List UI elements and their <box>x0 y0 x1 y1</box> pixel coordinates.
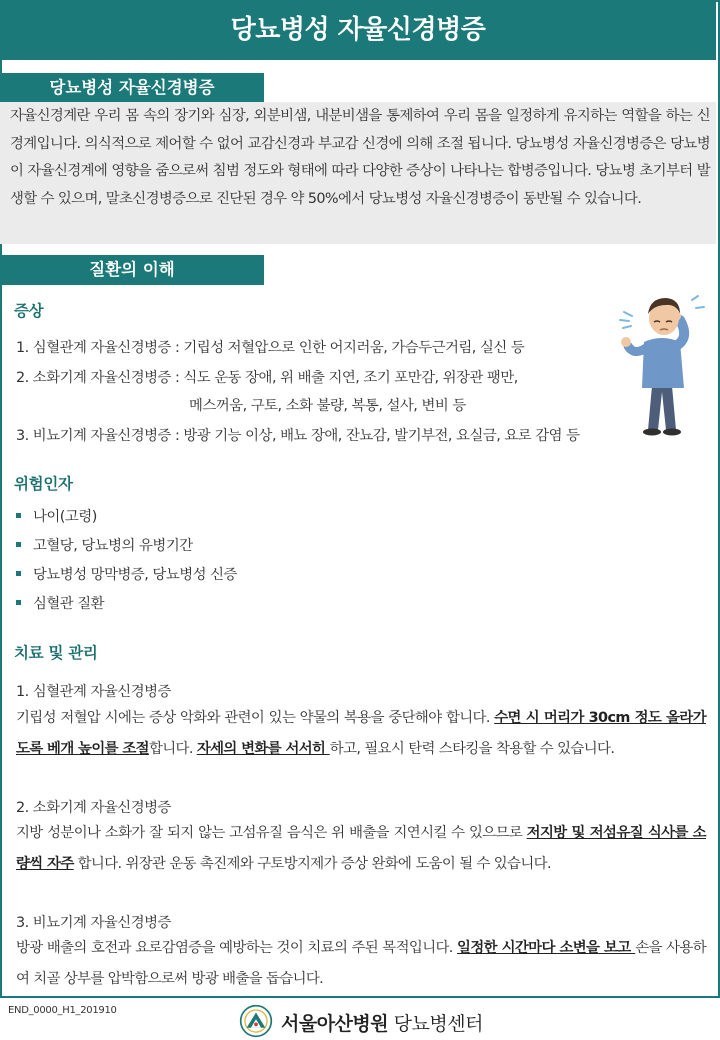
treatment-text: 지방 성분이나 소화가 잘 되지 않는 고섬유질 음식은 위 배출을 지연시킬 수 있으므로 <box>16 825 527 841</box>
treatment-text: 기립성 저혈압 시에는 증상 악화와 관련이 있는 약물의 복용을 중단해야 합니다. <box>16 710 495 726</box>
bullet-square-icon <box>16 513 21 518</box>
treatment-emphasis: 일정한 시간마다 소변을 보고 <box>457 940 636 956</box>
symptom-text: 기립성 저혈압으로 인한 어지러움, 가슴두근거림, 실신 등 <box>183 340 525 356</box>
treatment-text-3 <box>16 933 706 995</box>
symptom-label: 1. 심혈관계 자율신경병증 : <box>16 340 180 356</box>
treatment-heading: 치료 및 관리 <box>14 644 98 662</box>
hospital-name-text: 서울아산병원 <box>281 1013 389 1035</box>
treatment-text: 합니다. 위장관 운동 촉진제와 구토방지제가 증상 완화에 도움이 될 수 있습니다. <box>73 856 551 872</box>
symptoms-heading: 증상 <box>14 302 44 320</box>
treatment-text: 손을 사용하여 치골 상부를 압박함으로써 방광 배출을 돕습니다. <box>16 940 706 987</box>
treatment-emphasis: 자세의 변화를 서서히 <box>196 741 330 757</box>
risk-item-text: 고혈당, 당뇨병의 유병기간 <box>33 538 193 554</box>
intro-section-tab: 당뇨병성 자율신경병증 <box>0 73 264 103</box>
document-code: END_0000_H1_201910 <box>8 1005 117 1016</box>
bullet-square-icon <box>16 571 21 576</box>
symptom-label: 2. 소화기계 자율신경병증 : <box>16 370 180 386</box>
disease-section-tab: 질환의 이해 <box>0 255 264 285</box>
hospital-name <box>281 1009 483 1036</box>
bullet-square-icon <box>16 542 21 547</box>
bullet-square-icon <box>16 600 21 605</box>
risk-item <box>16 534 193 555</box>
treatment-emphasis: 수면 시 머리가 30cm 정도 올라가도록 베개 높이를 조절 <box>16 710 706 757</box>
treatment-title-3: 3. 비뇨기계 자율신경병증 <box>16 915 171 931</box>
treatment-text: 방광 배출의 호전과 요로감염증을 예방하는 것이 치료의 주된 목적입니다. <box>16 940 458 956</box>
symptom-item-2 <box>16 366 518 387</box>
treatment-text-1 <box>16 703 706 765</box>
symptom-item-2-cont: 메스꺼움, 구토, 소화 불량, 복통, 설사, 변비 등 <box>189 398 466 414</box>
symptom-item-1 <box>16 336 524 357</box>
treatment-title-2: 2. 소화기계 자율신경병증 <box>16 800 171 816</box>
symptom-label: 3. 비뇨기계 자율신경병증 : <box>16 428 180 444</box>
risk-heading: 위험인자 <box>14 475 73 493</box>
risk-item <box>16 505 97 526</box>
treatment-text: 합니다. <box>148 741 197 757</box>
symptom-text: 방광 기능 이상, 배뇨 장애, 잔뇨감, 발기부전, 요실금, 요로 감염 등 <box>183 428 580 444</box>
center-name-text: 당뇨병센터 <box>393 1013 483 1035</box>
risk-item <box>16 563 237 584</box>
treatment-title-1: 1. 심혈관계 자율신경병증 <box>16 684 171 700</box>
symptom-item-3 <box>16 424 580 445</box>
hospital-logo <box>238 1004 274 1038</box>
risk-item-text: 심혈관 질환 <box>33 596 105 612</box>
risk-item-text: 나이(고령) <box>33 509 97 525</box>
risk-item-text: 당뇨병성 망막병증, 당뇨병성 신증 <box>33 567 237 583</box>
symptom-text: 식도 운동 장애, 위 배출 지연, 조기 포만감, 위장관 팽만, <box>183 370 518 386</box>
dizzy-man-illustration <box>610 290 710 440</box>
treatment-text-2 <box>16 818 706 880</box>
treatment-emphasis: 저지방 및 저섬유질 식사를 소량씩 자주 <box>16 825 706 872</box>
risk-item <box>16 592 104 613</box>
intro-text: 자율신경계란 우리 몸 속의 장기와 심장, 외분비샘, 내분비샘을 통제하여 우리 몸을 일정하게 유지하는 역할을 하는 신경계입니다. 의식적으로 제어할 수 없어 교감신경과 부교감 신경에 의해 조절 됩니다. 당뇨병성 자율신경병증은 당뇨병이 자율신경계에 영향을 줌으로써 침범 정도와 형태에 따라 다양한 증상이 나타나는 합병증입니다. 당뇨병 초기부터 발생할 수 있으며, 말초신경병증으로 진단된 경우 약 50%에서 당뇨병성 자율신경병증이 동반될 수 있습니다. <box>10 108 710 207</box>
page-title: 당뇨병성 자율신경병증 <box>0 0 716 60</box>
treatment-text: 하고, 필요시 탄력 스타킹을 착용할 수 있습니다. <box>329 741 615 757</box>
